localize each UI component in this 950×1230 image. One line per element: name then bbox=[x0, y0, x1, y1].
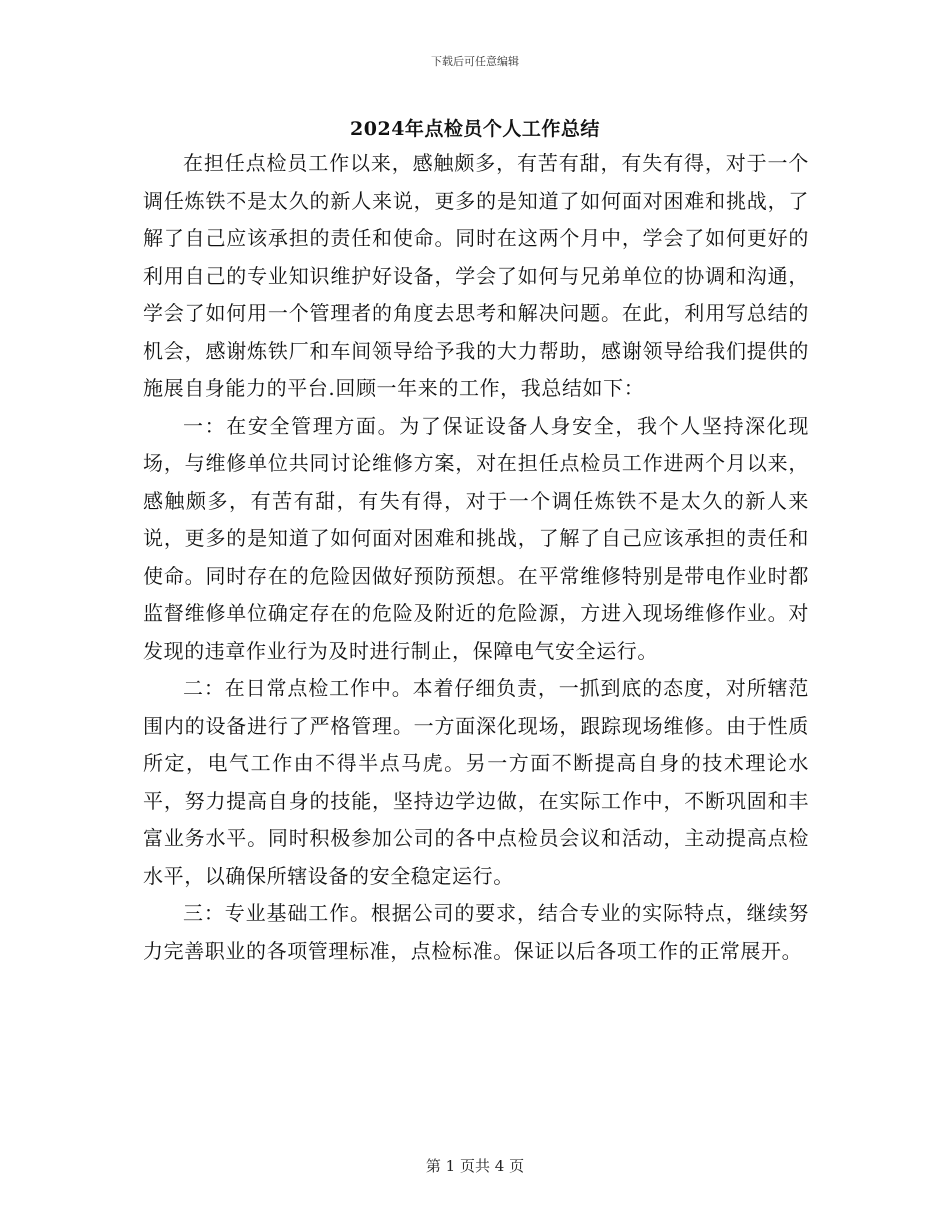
paragraph-daily-inspection: 二：在日常点检工作中。本着仔细负责，一抓到底的态度，对所辖范围内的设备进行了严格管理。一方面深化现场，跟踪现场维修。由于性质所定，电气工作由不得半点马虎。另一方面不断提高自身的技术理论水平，努力提高自身的技能，坚持边学边做，在实际工作中，不断巩固和丰富业务水平。同时积极参加公司的各中点检员会议和活动，主动提高点检水平，以确保所辖设备的安全稳定运行。 bbox=[143, 676, 809, 888]
download-edit-note: 下载后可任意编辑 bbox=[431, 55, 519, 68]
paragraph-intro: 在担任点检员工作以来，感触颇多，有苦有甜，有失有得，对于一个调任炼铁不是太久的新人来说，更多的是知道了如何面对困难和挑战，了解了自己应该承担的责任和使命。同时在这两个月中，学会了如何更好的利用自己的专业知识维护好设备，学会了如何与兄弟单位的协调和沟通，学会了如何用一个管理者的角度去思考和解决问题。在此，利用写总结的机会，感谢炼铁厂和车间领导给予我的大力帮助，感谢领导给我们提供的施展自身能力的平台.回顾一年来的工作，我总结如下： bbox=[143, 151, 809, 400]
page-number: 第 1 页共 4 页 bbox=[425, 1157, 525, 1175]
document-title: 2024年点检员个人工作总结 bbox=[350, 118, 600, 140]
paragraph-professional-basics: 三：专业基础工作。根据公司的要求，结合专业的实际特点，继续努力完善职业的各项管理标准，点检标准。保证以后各项工作的正常展开。 bbox=[143, 901, 809, 963]
paragraph-safety-management: 一：在安全管理方面。为了保证设备人身安全，我个人坚持深化现场，与维修单位共同讨论维修方案，对在担任点检员工作进两个月以来，感触颇多，有苦有甜，有失有得，对于一个调任炼铁不是太久的新人来说，更多的是知道了如何面对困难和挑战，了解了自己应该承担的责任和使命。同时存在的危险因做好预防预想。在平常维修特别是带电作业时都监督维修单位确定存在的危险及附近的危险源，方进入现场维修作业。对发现的违章作业行为及时进行制止，保障电气安全运行。 bbox=[143, 413, 809, 663]
document-body bbox=[143, 145, 809, 970]
